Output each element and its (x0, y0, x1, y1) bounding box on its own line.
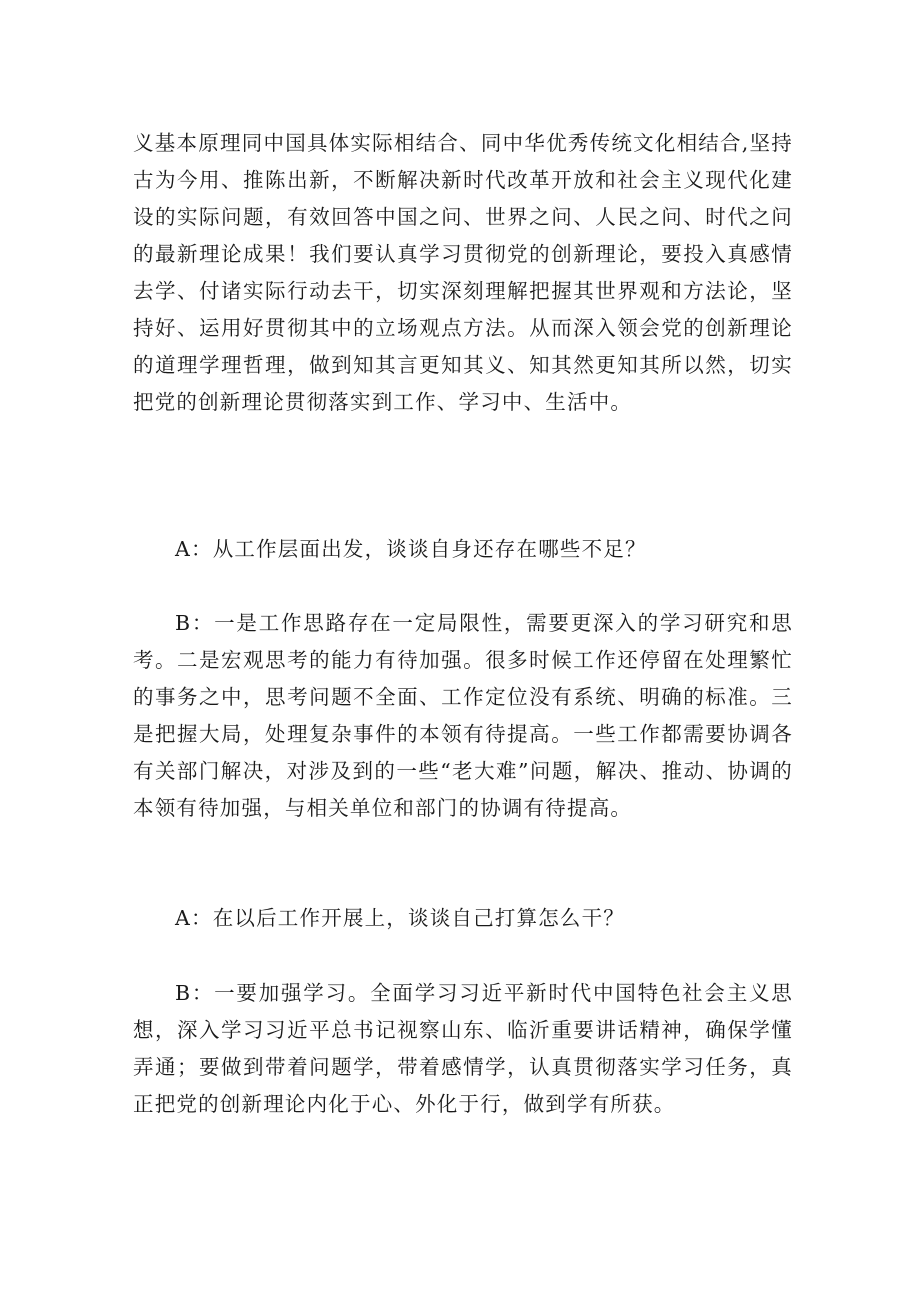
answer-paragraph-plans: B：一要加强学习。全面学习习近平新时代中国特色社会主义思想，深入学习习近平总书记视察山东、临沂重要讲话精神，确保学懂弄通；要做到带着问题学，带着感情学，认真贯彻落实学习任务，真正把党的创新理论内化于心、外化于行，做到学有所获。 (133, 981, 793, 1116)
answer-paragraph-weaknesses: B：一是工作思路存在一定局限性，需要更深入的学习研究和思考。二是宏观思考的能力有待加强。很多时候工作还停留在处理繁忙的事务之中，思考问题不全面、工作定位没有系统、明确的标准。三是把握大局，处理复杂事件的本领有待提高。一些工作都需要协调各有关部门解决，对涉及到的一些“老大难”问题，解决、推动、协调的本领有待加强，与相关单位和部门的协调有待提高。 (133, 611, 793, 820)
question-paragraph-weaknesses: A：从工作层面出发，谈谈自身还存在哪些不足？ (175, 537, 647, 561)
question-paragraph-plans: A：在以后工作开展上，谈谈自己打算怎么干？ (175, 906, 626, 930)
body-paragraph-continuation: 义基本原理同中国具体实际相结合、同中华优秀传统文化相结合,坚持古为今用、推陈出新，不断解决新时代改革开放和社会主义现代化建设的实际问题，有效回答中国之问、世界之问、人民之问、时代之问的最新理论成果！我们要认真学习贯彻党的创新理论，要投入真感情去学、付诸实际行动去干，切实深刻理解把握其世界观和方法论，坚持好、运用好贯彻其中的立场观点方法。从而深入领会党的创新理论的道理学理哲理，做到知其言更知其义、知其然更知其所以然，切实把党的创新理论贯彻落实到工作、学习中、生活中。 (133, 131, 793, 414)
